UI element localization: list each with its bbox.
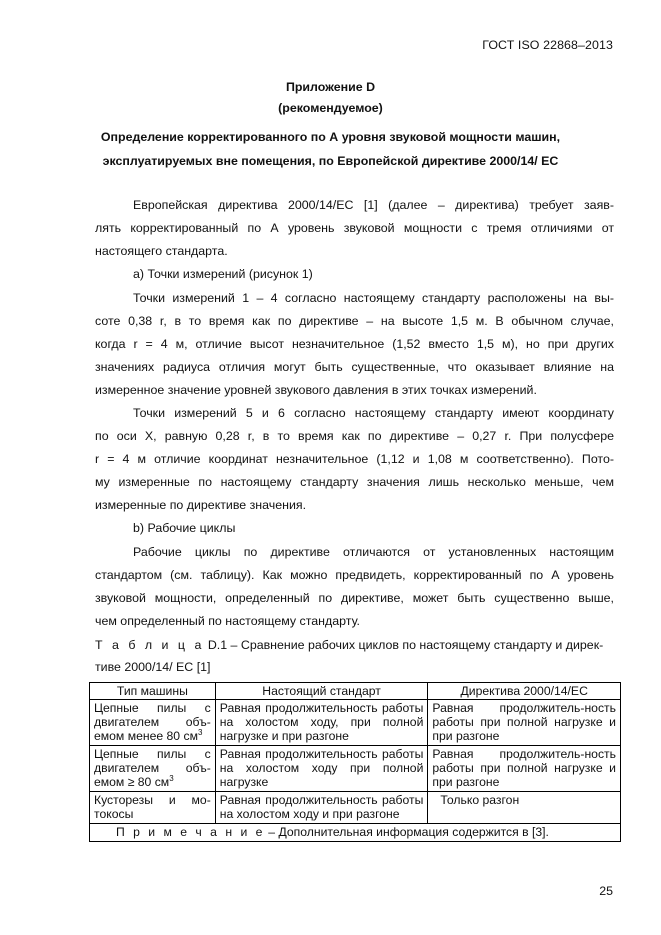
table-caption-line2: тиве 2000/14/ ЕС [1] (95, 660, 211, 674)
table-cell-directive (428, 792, 621, 824)
text-line: Европейская директива 2000/14/ЕС [1] (далее – директива) требует заяв- (133, 198, 614, 212)
work-cycles-table (89, 682, 621, 842)
table-note-row (90, 824, 621, 842)
text-line: Точки измерений 1 – 4 согласно настоящему стандарту расположены на вы- (133, 291, 614, 305)
table-cell-standard: Равная продолжительность работы на холостом ходу, при полной нагрузке и при разгоне (215, 700, 428, 746)
text-line: чем определенный по настоящему стандарту. (95, 614, 360, 628)
appendix-title: Приложение D (285, 80, 376, 94)
text-line: а) Точки измерений (рисунок 1) (133, 267, 313, 281)
table-cell-standard: Равная продолжительность работы на холостом ходу и при разгоне (215, 792, 428, 824)
table-caption-label: Т а б л и ц а (95, 638, 205, 652)
paragraph-points-1-4 (95, 287, 614, 402)
table-caption (95, 634, 614, 678)
table-cell-machine-type (90, 746, 216, 792)
machine-type-text: Цепные пилы с двигателем объ-емом ≥ 80 см (94, 747, 211, 789)
text-line: по оси X, равную 0,28 r, в то время как по директиве – 0,27 r. При полусфере (95, 429, 614, 443)
document-standard-header: ГОСТ ISO 22868–2013 (482, 38, 613, 52)
paragraph-directive-intro (95, 194, 614, 263)
machine-type-text: Цепные пилы с двигателем объ-емом менее 80 см (94, 701, 211, 743)
text-line: когда r = 4 м, отличие высот незначительное (1,52 вместо 1,5 м), но при других (95, 337, 614, 351)
text-line: соте 0,38 r, в то время как по директиве – на высоте 1,5 м. В обычном случае, (95, 314, 614, 328)
unit-superscript: 3 (197, 727, 203, 737)
text-line: лять корректированный по А уровень звуковой мощности с тремя отличиями от (95, 221, 614, 235)
table-caption-line1 (95, 634, 614, 656)
table-row (90, 746, 621, 792)
table-cell-standard: Равная продолжительность работы на холостом ходу при полной нагрузке (215, 746, 428, 792)
table-cell-directive: Равная продолжитель-ность работы при полной нагрузке и при разгоне (428, 746, 621, 792)
text-line: настоящего стандарта. (95, 244, 228, 258)
note-text: – Дополнительная информация содержится в [3]. (264, 825, 549, 839)
table-note (90, 824, 621, 842)
text-line: измеренные по директиве значения. (95, 498, 307, 512)
directive-text: Только разгон (440, 793, 520, 807)
table-cell-machine-type (90, 700, 216, 746)
text-line: Точки измерений 5 и 6 согласно настоящему стандарту имеют координату (133, 406, 614, 420)
column-header-directive: Директива 2000/14/ЕС (428, 683, 621, 700)
column-header-standard: Настоящий стандарт (215, 683, 428, 700)
unit-superscript: 3 (169, 773, 174, 783)
text-line: звуковой мощности, определенный по директиве, может быть существенно выше, (95, 591, 614, 605)
text-line: r = 4 м отличие координат незначительное (1,12 и 1,08 м соответственно). Пото- (95, 452, 614, 466)
text-line: му измеренные по настоящему стандарту значения лишь несколько меньше, чем (95, 475, 614, 489)
text-line: Рабочие циклы по директиве отличаются от установленных настоящим (133, 545, 614, 559)
table-caption-text: D.1 – Сравнение рабочих циклов по настоящему стандарту и дирек- (207, 638, 604, 652)
paragraph-work-cycles-heading (95, 517, 614, 540)
text-line: b) Рабочие циклы (133, 521, 236, 535)
text-line: стандартом (см. таблицу). Как можно предвидеть, корректированный по А уровень (95, 568, 614, 582)
paragraph-points-5-6 (95, 402, 614, 517)
paragraph-work-cycles (95, 541, 614, 633)
text-line: измеренное значение уровней звукового давления в этих точках измерений. (95, 383, 537, 397)
column-header-machine-type: Тип машины (90, 683, 216, 700)
text-line: значениях радиуса отличия могут быть существенные, что оказывает влияние на (95, 360, 614, 374)
page-number: 25 (599, 884, 613, 898)
table-header-row (90, 683, 621, 700)
table-cell-machine-type: Кусторезы и мо-токосы (90, 792, 216, 824)
table-row (90, 700, 621, 746)
paragraph-measurement-points-heading (95, 263, 614, 286)
note-label: П р и м е ч а н и е (116, 825, 265, 839)
appendix-heading-line1: Определение корректированного по А уровня звуковой мощности машин, (100, 130, 561, 144)
appendix-heading-line2: эксплуатируемых вне помещения, по Европейской директиве 2000/14/ ЕС (102, 154, 559, 168)
table-cell-directive: Равная продолжитель-ность работы при полной нагрузке и при разгоне (428, 700, 621, 746)
table-row (90, 792, 621, 824)
appendix-status: (рекомендуемое) (278, 101, 383, 115)
